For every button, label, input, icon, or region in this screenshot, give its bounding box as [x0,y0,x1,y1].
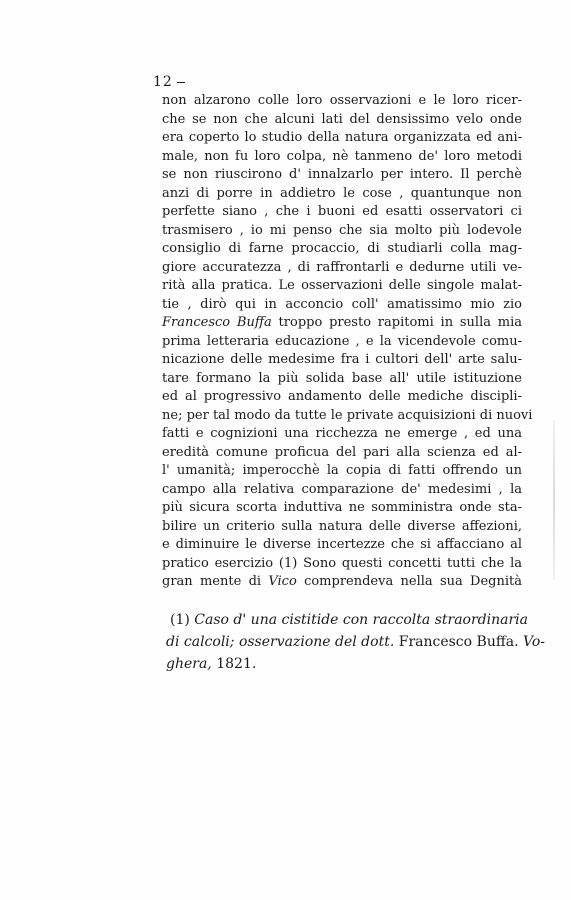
text-line: anzi di porre in addietro le cose , quantunque non [162,185,522,201]
footnote-line [166,653,522,675]
text-run: comprendeva nella sua Degnità [296,574,522,589]
text-line: campo alla relativa comparazione de' medesimi , la [162,481,522,497]
text-line: se non riuscirono d' innalzarlo per intero. Il perchè [162,167,522,182]
italic-name: Vico [268,574,297,589]
text-line [162,314,522,333]
text-line: ed al progressivo andamento delle mediche discipli- [162,389,522,404]
text-line: tie , dirò qui in acconcio coll' amatissimo mio zio [162,296,522,312]
footnote-text: ghera, [166,656,212,672]
footnote-text: Caso d' una cistitide con raccolta straordinaria [194,612,528,628]
text-line: trasmisero , io mi penso che sia molto più lodevole [162,222,522,238]
text-line: e diminuire le diverse incertezze che si affacciano al [162,537,522,552]
text-line: che se non che alcuni lati del densissimo velo onde [162,111,522,127]
text-line: fatti e cognizioni una ricchezza ne emerge , ed una [162,426,522,441]
footnote-marker: (1) [170,612,190,628]
text-line: più sicura scorta induttiva ne somministra onde sta- [162,500,522,515]
italic-name: Francesco Buffa [162,315,272,330]
footnote-text: Francesco Buffa. [394,634,519,650]
text-line: ne; per tal modo da tutte le private acquisizioni di nuovi [162,407,533,423]
text-line: prima letteraria educazione , e la vicendevole comu- [162,333,522,349]
text-run: gran mente di [162,574,269,589]
text-line: eredità comune proficua del pari alla scienza ed al- [162,444,522,460]
footnote [166,609,546,675]
text-line: nicazione delle medesime fra i cultori dell' arte salu- [162,352,522,367]
text-run: troppo presto rapitomi in sulla mia [271,315,522,330]
text-line: pratico esercizio (1) Sono questi concetti tutti che la [162,555,522,571]
binding-shadow [553,420,555,580]
footnote-divider [155,588,525,589]
footnote-text: 1821. [211,656,257,672]
footnote-line [166,631,546,653]
body-text [162,92,533,592]
text-line: rità alla pratica. Le osservazioni delle singole malat- [162,278,522,293]
text-line: era coperto lo studio della natura organizzata ed ani- [162,130,522,145]
page-number: 12 [153,74,185,90]
text-line: non alzarono colle loro osservazioni e le loro ricer- [162,93,522,108]
footnote-text: Vo- [518,634,546,650]
footnote-line [170,609,528,631]
footnote-text: di calcoli; osservazione del dott. [166,634,395,650]
text-line: consiglio di farne procaccio, di studiarli colla mag- [162,241,522,256]
text-line: giore accuratezza , di raffrontarli e dedurne utili ve- [162,259,522,275]
text-line: perfette siano , che i buoni ed esatti osservatori ci [162,204,522,219]
text-line: l' umanità; imperocchè la copia di fatti offrendo un [162,463,522,478]
text-line: tare formano la più solida base all' utile istituzione [162,370,522,386]
text-line: male, non fu loro colpa, nè tanmeno de' loro metodi [162,148,522,164]
text-line: bilire un criterio sulla natura delle diverse affezioni, [162,518,522,534]
